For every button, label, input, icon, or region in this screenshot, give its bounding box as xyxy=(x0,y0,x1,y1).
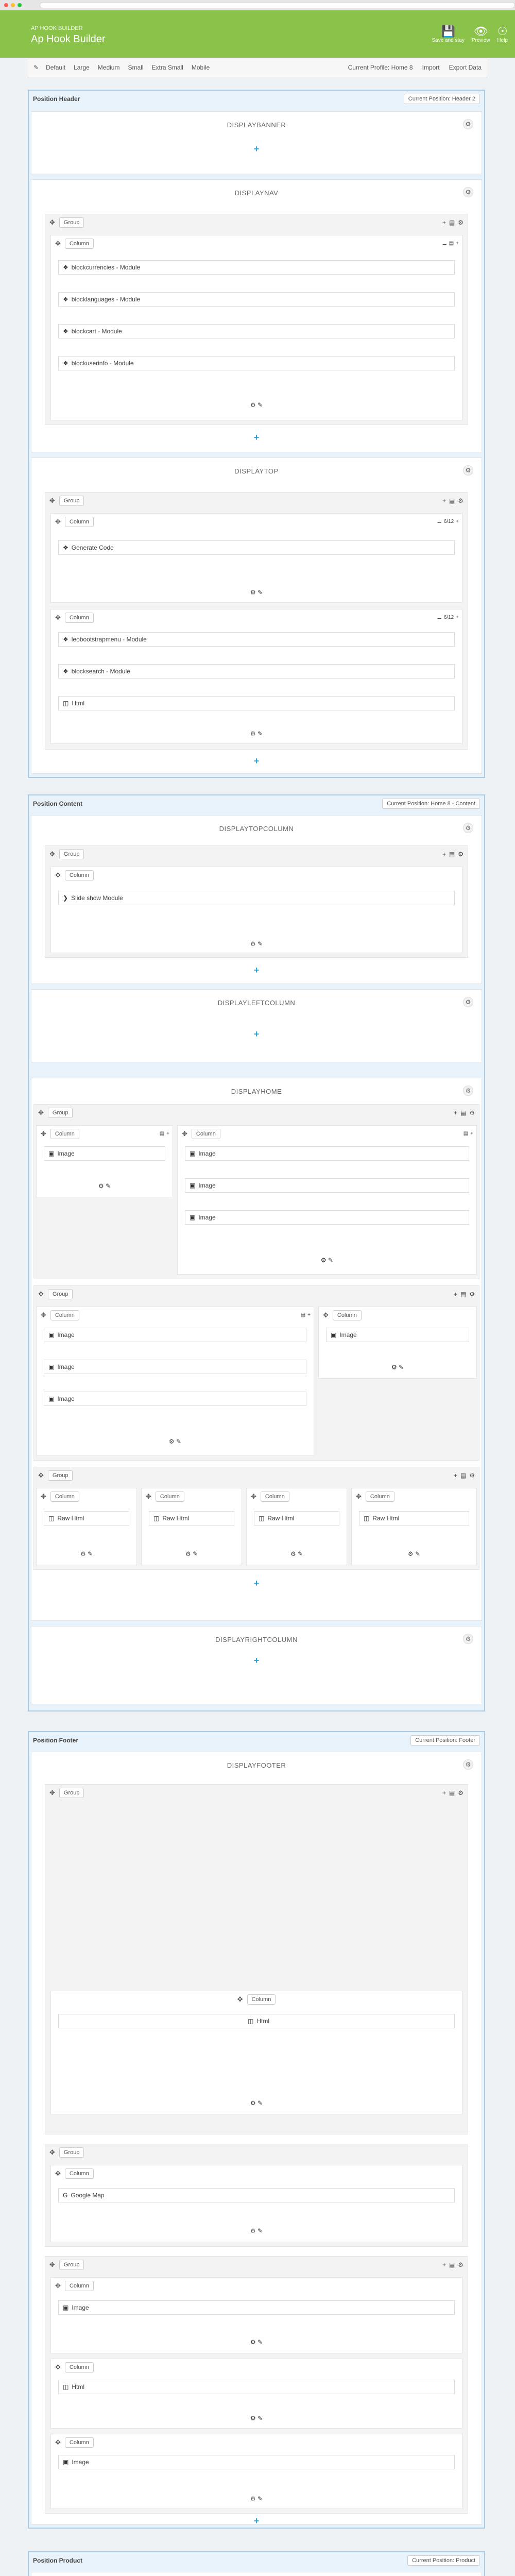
move-icon[interactable]: ✥ xyxy=(41,1130,46,1138)
module-item[interactable] xyxy=(58,356,455,370)
column-dropdown[interactable]: Column xyxy=(247,1994,276,2005)
hook-title: DISPLAYBANNER xyxy=(227,121,286,129)
add-column-icon[interactable]: + xyxy=(453,1472,457,1479)
hook-title: DISPLAYTOP xyxy=(234,467,279,475)
module-icon: ❖ xyxy=(63,264,68,271)
save-and-stay-button[interactable] xyxy=(432,25,464,43)
module-item[interactable] xyxy=(44,1511,129,1526)
hook-displaytopcolumn xyxy=(31,815,482,984)
code-icon: ◫ xyxy=(153,1515,160,1522)
module-item[interactable] xyxy=(185,1178,469,1193)
hook-displayhome xyxy=(31,1078,482,1621)
module-item[interactable] xyxy=(58,292,455,307)
layout-icon[interactable]: ▤ xyxy=(449,1789,455,1797)
add-column-icon[interactable]: + xyxy=(453,1109,457,1116)
close-window-icon[interactable] xyxy=(4,3,8,7)
module-label: Image xyxy=(198,1182,216,1189)
move-icon[interactable]: ✥ xyxy=(323,1311,329,1319)
minimize-window-icon[interactable] xyxy=(11,3,15,7)
group-dropdown[interactable]: Group xyxy=(59,849,84,859)
module-label: Raw Html xyxy=(372,1515,400,1522)
module-icon: ❖ xyxy=(63,636,68,643)
help-icon: ☉ xyxy=(497,24,508,38)
module-item[interactable] xyxy=(326,1328,469,1342)
save-icon: 💾 xyxy=(441,24,455,38)
move-icon[interactable]: ✥ xyxy=(55,2363,61,2371)
module-icon: ❖ xyxy=(63,668,68,675)
move-icon[interactable]: ✥ xyxy=(38,1290,44,1298)
column-actions[interactable]: ⚙ ✎ xyxy=(250,2495,263,2502)
google-icon: G xyxy=(63,2192,68,2199)
module-label: Image xyxy=(57,1150,75,1157)
gear-icon[interactable]: ⚙ xyxy=(463,1634,473,1644)
position-header xyxy=(28,90,485,778)
code-icon: ◫ xyxy=(259,1515,265,1522)
column-actions[interactable]: ⚙ ✎ xyxy=(80,1550,93,1557)
move-icon[interactable]: ✥ xyxy=(356,1493,362,1500)
device-extra-small[interactable]: Extra Small xyxy=(151,64,183,71)
position-footer xyxy=(28,1731,485,2529)
group xyxy=(45,214,468,425)
column-actions[interactable]: ⚙ ✎ xyxy=(250,2415,263,2422)
group xyxy=(33,1467,479,1570)
move-icon[interactable]: ✥ xyxy=(55,2282,61,2290)
layout-icon[interactable]: ▤ xyxy=(449,219,455,226)
profile-select[interactable]: Current Profile: Home 8 xyxy=(348,64,413,71)
column-size-badge[interactable]: 6/12 xyxy=(443,615,454,620)
add-icon[interactable]: + xyxy=(166,1131,169,1137)
move-icon[interactable]: ✥ xyxy=(55,2170,61,2177)
code-icon: ◫ xyxy=(364,1515,370,1522)
add-icon[interactable]: + xyxy=(456,519,459,524)
position-title: Position Product xyxy=(33,2557,82,2564)
group-dropdown[interactable]: Group xyxy=(48,1289,73,1299)
gear-icon[interactable]: ⚙ xyxy=(458,2261,464,2268)
module-item[interactable] xyxy=(58,2014,455,2028)
column xyxy=(50,2359,462,2429)
column xyxy=(141,1488,242,1565)
module-label: Html xyxy=(72,700,85,707)
move-icon[interactable]: ✥ xyxy=(251,1493,256,1500)
device-toolbar xyxy=(27,58,488,77)
add-group-button[interactable]: + xyxy=(253,432,260,443)
image-icon: ▣ xyxy=(63,2304,69,2311)
module-item[interactable] xyxy=(185,1210,469,1225)
add-group-button[interactable]: + xyxy=(253,1655,260,1666)
column-dropdown[interactable]: Column xyxy=(65,613,94,623)
module-label: Image xyxy=(72,2304,89,2311)
image-icon: ▣ xyxy=(48,1150,55,1157)
minus-icon[interactable]: ⚊ xyxy=(442,241,447,246)
column xyxy=(50,609,462,744)
move-icon[interactable]: ✥ xyxy=(55,871,61,879)
module-item[interactable] xyxy=(58,2380,455,2394)
hook-displaynav xyxy=(31,179,482,452)
module-item[interactable] xyxy=(58,2300,455,2315)
column-actions[interactable]: ⚙ ✎ xyxy=(250,730,263,737)
module-label: Html xyxy=(72,2383,85,2391)
gear-icon[interactable]: ⚙ xyxy=(463,823,473,833)
app-header xyxy=(0,10,515,58)
move-icon[interactable]: ✥ xyxy=(182,1130,187,1138)
column xyxy=(50,1991,462,2114)
hook-title: DISPLAYLEFTCOLUMN xyxy=(217,999,296,1007)
column-size-badge[interactable]: ▤ xyxy=(463,1131,469,1137)
image-icon: ▣ xyxy=(48,1395,55,1402)
image-icon: ▣ xyxy=(331,1331,337,1338)
move-icon[interactable]: ✥ xyxy=(41,1311,46,1319)
hook-title: DISPLAYTOPCOLUMN xyxy=(219,825,294,833)
column-size-badge[interactable]: ▤ xyxy=(300,1312,306,1318)
column-size-badge[interactable]: ▤ xyxy=(449,241,454,246)
add-column-icon[interactable]: + xyxy=(442,2261,446,2268)
module-label: blocklanguages - Module xyxy=(71,296,141,303)
gear-icon[interactable]: ⚙ xyxy=(458,219,464,226)
column-dropdown[interactable]: Column xyxy=(65,2437,94,2448)
column xyxy=(50,2165,462,2242)
move-icon[interactable]: ✥ xyxy=(55,2438,61,2446)
html5-icon: ◫ xyxy=(63,700,69,707)
position-content xyxy=(28,794,485,1711)
module-label: blockuserinfo - Module xyxy=(71,360,134,367)
column-dropdown[interactable]: Column xyxy=(65,2168,94,2179)
export-button[interactable]: Export Data xyxy=(449,64,482,71)
maximize-window-icon[interactable] xyxy=(18,3,22,7)
module-item[interactable] xyxy=(58,664,455,679)
device-default[interactable]: Default xyxy=(46,64,66,71)
column-actions[interactable]: ⚙ ✎ xyxy=(98,1182,111,1190)
module-item[interactable] xyxy=(44,1328,306,1342)
module-label: Google Map xyxy=(71,2192,105,2199)
column-dropdown[interactable]: Column xyxy=(50,1129,79,1139)
chevron-right-icon: ❯ xyxy=(63,894,68,902)
hook-displayfooterproduct xyxy=(31,2572,482,2576)
layout-icon[interactable]: ▤ xyxy=(460,1472,467,1479)
group-dropdown[interactable]: Group xyxy=(48,1108,73,1118)
add-icon[interactable]: + xyxy=(456,615,459,620)
help-label: Help xyxy=(497,37,508,43)
browser-chrome xyxy=(0,0,515,10)
add-icon[interactable]: + xyxy=(470,1131,473,1137)
hook-title: DISPLAYRIGHTCOLUMN xyxy=(215,1636,298,1643)
add-icon[interactable]: + xyxy=(456,241,459,246)
device-medium[interactable]: Medium xyxy=(97,64,120,71)
column-size-badge[interactable]: 6/12 xyxy=(443,519,454,524)
module-label: blockcurrencies - Module xyxy=(71,264,141,271)
gear-icon[interactable]: ⚙ xyxy=(469,1472,475,1479)
move-icon[interactable]: ✥ xyxy=(49,850,55,858)
image-icon: ▣ xyxy=(48,1363,55,1370)
group xyxy=(45,2256,468,2514)
module-item[interactable] xyxy=(44,1392,306,1406)
module-item[interactable] xyxy=(149,1511,234,1526)
module-item[interactable] xyxy=(58,540,455,555)
image-icon: ▣ xyxy=(190,1214,196,1221)
column-dropdown[interactable]: Column xyxy=(192,1129,220,1139)
column-dropdown[interactable]: Column xyxy=(156,1492,184,1502)
module-label: Raw Html xyxy=(267,1515,295,1522)
module-label: Raw Html xyxy=(162,1515,190,1522)
gear-icon[interactable]: ⚙ xyxy=(458,851,464,858)
module-item[interactable] xyxy=(185,1146,469,1161)
hook-displayfooter xyxy=(31,1752,482,2524)
hook-title: DISPLAYHOME xyxy=(231,1088,282,1095)
device-mobile[interactable]: Mobile xyxy=(191,64,210,71)
module-label: Generate Code xyxy=(71,544,114,551)
module-label: Image xyxy=(57,1363,75,1370)
group xyxy=(33,1285,479,1461)
move-icon[interactable]: ✥ xyxy=(41,1493,46,1500)
move-icon[interactable]: ✥ xyxy=(55,614,61,621)
minus-icon[interactable]: ⚊ xyxy=(437,615,442,620)
code-icon: ❖ xyxy=(63,544,68,551)
column xyxy=(246,1488,347,1565)
position-select[interactable]: Current Position: Header 2 xyxy=(404,94,480,104)
gear-icon[interactable]: ⚙ xyxy=(463,465,473,476)
column-actions[interactable]: ⚙ ✎ xyxy=(407,1550,421,1557)
hook-displayrightcolumn xyxy=(31,1626,482,1704)
column-dropdown[interactable]: Column xyxy=(65,2362,94,2372)
column-dropdown[interactable]: Column xyxy=(50,1310,79,1320)
address-bar[interactable] xyxy=(40,2,515,8)
module-item[interactable] xyxy=(254,1511,339,1526)
position-title: Position Header xyxy=(33,95,80,103)
module-item[interactable] xyxy=(359,1511,469,1526)
move-icon[interactable]: ✥ xyxy=(49,2261,55,2268)
module-item[interactable] xyxy=(58,324,455,338)
hook-displaybanner xyxy=(31,111,482,174)
column-dropdown[interactable]: Column xyxy=(65,239,94,249)
add-column-icon[interactable]: + xyxy=(442,219,446,226)
move-icon[interactable]: ✥ xyxy=(49,218,55,226)
move-icon[interactable]: ✥ xyxy=(38,1471,44,1479)
module-label: Image xyxy=(57,1395,75,1402)
module-icon: ❖ xyxy=(63,360,68,367)
position-select[interactable]: Current Position: Home 8 - Content xyxy=(382,799,480,809)
column-actions[interactable]: ⚙ ✎ xyxy=(168,1438,182,1445)
column xyxy=(50,2277,462,2353)
group-dropdown[interactable]: Group xyxy=(59,2260,84,2270)
column-dropdown[interactable]: Column xyxy=(333,1310,362,1320)
column xyxy=(50,2434,462,2509)
column-actions[interactable]: ⚙ ✎ xyxy=(250,2227,263,2234)
module-icon: ❖ xyxy=(63,328,68,335)
hook-title: DISPLAYNAV xyxy=(234,189,279,197)
gear-icon[interactable]: ⚙ xyxy=(463,1086,473,1096)
position-title: Position Content xyxy=(33,800,82,807)
gear-icon[interactable]: ⚙ xyxy=(463,1759,473,1770)
module-label: blockcart - Module xyxy=(71,328,122,335)
column xyxy=(36,1307,314,1456)
column-actions[interactable]: ⚙ ✎ xyxy=(320,1257,334,1264)
group-dropdown[interactable]: Group xyxy=(59,217,84,228)
module-label: Raw Html xyxy=(57,1515,84,1522)
move-icon[interactable]: ✥ xyxy=(55,240,61,247)
gear-icon[interactable]: ⚙ xyxy=(458,1789,464,1797)
group xyxy=(45,2144,468,2247)
column-actions[interactable]: ⚙ ✎ xyxy=(250,940,263,947)
column xyxy=(50,513,462,603)
column xyxy=(36,1125,173,1197)
position-product xyxy=(28,2551,485,2576)
image-icon: ▣ xyxy=(190,1182,196,1189)
column xyxy=(318,1307,477,1379)
module-label: Html xyxy=(256,2018,269,2025)
html5-icon: ◫ xyxy=(247,2018,254,2025)
add-group-button[interactable]: + xyxy=(253,2516,260,2526)
column-actions[interactable]: ⚙ ✎ xyxy=(290,1550,303,1557)
column-actions[interactable]: ⚙ ✎ xyxy=(250,401,263,409)
column-dropdown[interactable]: Column xyxy=(366,1492,394,1502)
device-large[interactable]: Large xyxy=(74,64,90,71)
add-group-button[interactable]: + xyxy=(253,756,260,766)
group-dropdown[interactable]: Group xyxy=(48,1470,73,1481)
gear-icon[interactable]: ⚙ xyxy=(463,187,473,197)
move-icon[interactable]: ✥ xyxy=(49,1789,55,1797)
column-actions[interactable]: ⚙ ✎ xyxy=(185,1550,198,1557)
code-icon: ◫ xyxy=(48,1515,55,1522)
module-label: Image xyxy=(198,1214,216,1221)
layout-icon[interactable]: ▤ xyxy=(449,497,455,504)
breadcrumb[interactable]: AP HOOK BUILDER xyxy=(31,25,83,31)
module-label: Image xyxy=(57,1331,75,1338)
add-group-button[interactable]: + xyxy=(253,144,260,154)
layout-icon[interactable]: ▤ xyxy=(449,851,455,858)
group-dropdown[interactable]: Group xyxy=(59,1788,84,1798)
gear-icon[interactable]: ⚙ xyxy=(463,997,473,1007)
add-column-icon[interactable]: + xyxy=(442,497,446,504)
preview-button[interactable] xyxy=(472,25,490,43)
move-icon[interactable]: ✥ xyxy=(55,518,61,526)
add-icon[interactable]: + xyxy=(307,1312,311,1318)
save-and-stay-label: Save and stay xyxy=(432,37,465,43)
column-dropdown[interactable]: Column xyxy=(65,517,94,527)
wrench-icon[interactable]: ✎ xyxy=(33,64,39,71)
add-column-icon[interactable]: + xyxy=(453,1291,457,1298)
position-select[interactable]: Current Position: Product xyxy=(407,2555,480,2566)
preview-label: Preview xyxy=(471,37,490,43)
column-actions[interactable]: ⚙ ✎ xyxy=(250,589,263,596)
column-dropdown[interactable]: Column xyxy=(50,1492,79,1502)
column-actions[interactable]: ⚙ ✎ xyxy=(250,2338,263,2346)
column-dropdown[interactable]: Column xyxy=(65,870,94,880)
group-dropdown[interactable]: Group xyxy=(59,2147,84,2158)
move-icon[interactable]: ✥ xyxy=(146,1493,151,1500)
position-select[interactable]: Current Position: Footer xyxy=(410,1735,480,1745)
column xyxy=(50,867,462,953)
gear-icon[interactable]: ⚙ xyxy=(469,1109,475,1116)
module-label: Slide show Module xyxy=(71,894,123,902)
add-column-icon[interactable]: + xyxy=(442,851,446,858)
module-item[interactable] xyxy=(58,632,455,647)
help-button[interactable] xyxy=(497,25,508,43)
move-icon[interactable]: ✥ xyxy=(49,497,55,504)
module-icon: ❖ xyxy=(63,296,68,303)
position-title: Position Footer xyxy=(33,1737,78,1744)
column-dropdown[interactable]: Column xyxy=(65,2281,94,2291)
module-item[interactable] xyxy=(58,260,455,275)
module-item[interactable] xyxy=(44,1360,306,1374)
gear-icon[interactable]: ⚙ xyxy=(463,119,473,129)
move-icon[interactable]: ✥ xyxy=(237,1995,243,2003)
group xyxy=(45,845,468,958)
minus-icon[interactable]: ⚊ xyxy=(437,519,442,524)
move-icon[interactable]: ✥ xyxy=(38,1109,44,1116)
column xyxy=(177,1125,477,1275)
add-group-button[interactable]: + xyxy=(253,965,260,975)
page-title: Ap Hook Builder xyxy=(31,33,106,45)
layout-icon[interactable]: ▤ xyxy=(460,1109,467,1116)
module-item[interactable] xyxy=(58,2455,455,2469)
add-group-button[interactable]: + xyxy=(253,1029,260,1039)
column-actions[interactable]: ⚙ ✎ xyxy=(250,2099,263,2107)
column-dropdown[interactable]: Column xyxy=(261,1492,289,1502)
hook-title: DISPLAYFOOTER xyxy=(227,1761,286,1769)
module-label: Image xyxy=(339,1331,357,1338)
column xyxy=(50,235,462,420)
group xyxy=(45,492,468,750)
column xyxy=(351,1488,477,1565)
column-size-badge[interactable]: ▤ xyxy=(159,1131,165,1137)
device-small[interactable]: Small xyxy=(128,64,144,71)
module-item[interactable] xyxy=(58,2188,455,2202)
layout-icon[interactable]: ▤ xyxy=(449,2261,455,2268)
hook-displaytop xyxy=(31,457,482,774)
image-icon: ▣ xyxy=(48,1331,55,1338)
hook-displayleftcolumn xyxy=(31,989,482,1062)
module-label: leobootstrapmenu - Module xyxy=(71,636,147,643)
module-item[interactable] xyxy=(44,1146,165,1161)
gear-icon[interactable]: ⚙ xyxy=(458,497,464,504)
module-label: Image xyxy=(72,2459,89,2466)
gear-icon[interactable]: ⚙ xyxy=(469,1291,475,1298)
module-item[interactable] xyxy=(58,891,455,905)
add-group-button[interactable]: + xyxy=(253,1578,260,1588)
add-column-icon[interactable]: + xyxy=(442,1789,446,1797)
group xyxy=(33,1104,479,1279)
module-item[interactable] xyxy=(58,696,455,710)
layout-icon[interactable]: ▤ xyxy=(460,1291,467,1298)
group xyxy=(45,1784,468,2134)
group-dropdown[interactable]: Group xyxy=(59,496,84,506)
column xyxy=(36,1488,137,1565)
module-label: blocksearch - Module xyxy=(71,668,130,675)
column-actions[interactable]: ⚙ ✎ xyxy=(391,1364,404,1371)
import-button[interactable]: Import xyxy=(422,64,440,71)
html5-icon: ◫ xyxy=(63,2383,69,2391)
image-icon: ▣ xyxy=(63,2459,69,2466)
eye-icon: 👁 xyxy=(473,24,488,38)
image-icon: ▣ xyxy=(190,1150,196,1157)
module-label: Image xyxy=(198,1150,216,1157)
move-icon[interactable]: ✥ xyxy=(49,2148,55,2156)
